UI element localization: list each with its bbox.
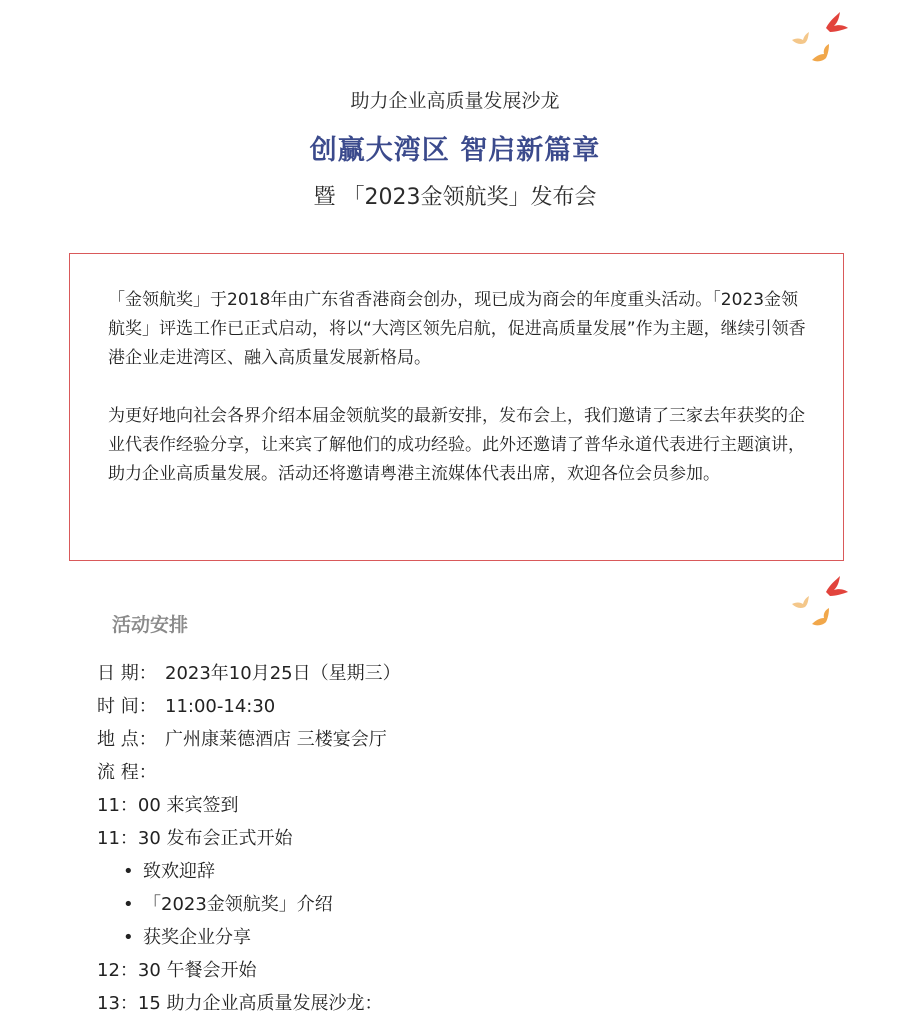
intro-paragraph-2: 为更好地向社会各界介绍本届金领航奖的最新安排，发布会上，我们邀请了三家去年获奖的企业代表作经验分享，让来宾了解他们的成功经验。此外还邀请了普华永道代表进行主题演讲，助力企业高质量发展。活动还将邀请粤港主流媒体代表出席，欢迎各位会员参加。 — [108, 406, 805, 484]
schedule-item: 12：30 午餐会开始 — [97, 960, 257, 981]
place-row — [97, 723, 797, 756]
intro-box — [69, 253, 844, 561]
flying-birds-icon — [788, 572, 850, 636]
intro-paragraph-1: 「金领航奖」于2018年由广东省香港商会创办，现已成为商会的年度重头活动。「2023金领航奖」评选工作已正式启动，将以“大湾区领先启航，促进高质量发展”作为主题，继续引领香港企业走进湾区、融入高质量发展新格局。 — [108, 290, 806, 368]
event-title: 创赢大湾区 智启新篇章 — [309, 135, 601, 166]
schedule-subitem: • 致欢迎辞 — [97, 855, 797, 888]
event-subtitle: 助力企业高质量发展沙龙 — [350, 90, 560, 112]
date-row — [97, 657, 797, 690]
time-row — [97, 690, 797, 723]
schedule-subitem: • 「2023金领航奖」介绍 — [97, 888, 797, 921]
schedule-item: 11：00 来宾签到 — [97, 795, 239, 816]
time-label: 时 间： — [97, 696, 157, 717]
schedule-item: 13：15 助力企业高质量发展沙龙： — [97, 993, 383, 1014]
date-value: 2023年10月25日（星期三） — [165, 663, 401, 684]
date-label: 日 期： — [97, 663, 157, 684]
flow-label: 流 程： — [97, 762, 157, 783]
event-subline: 暨 「2023金领航奖」发布会 — [313, 185, 597, 210]
schedule-item: 11：30 发布会正式开始 — [97, 828, 293, 849]
time-value: 11:00-14:30 — [165, 696, 276, 717]
schedule-subitem: • 获奖企业分享 — [97, 921, 797, 954]
place-label: 地 点： — [97, 729, 157, 750]
schedule-list — [97, 657, 797, 1020]
section-title: 活动安排 — [112, 614, 189, 636]
place-value: 广州康莱德酒店 三楼宴会厅 — [165, 729, 387, 750]
flying-birds-icon — [788, 8, 850, 72]
